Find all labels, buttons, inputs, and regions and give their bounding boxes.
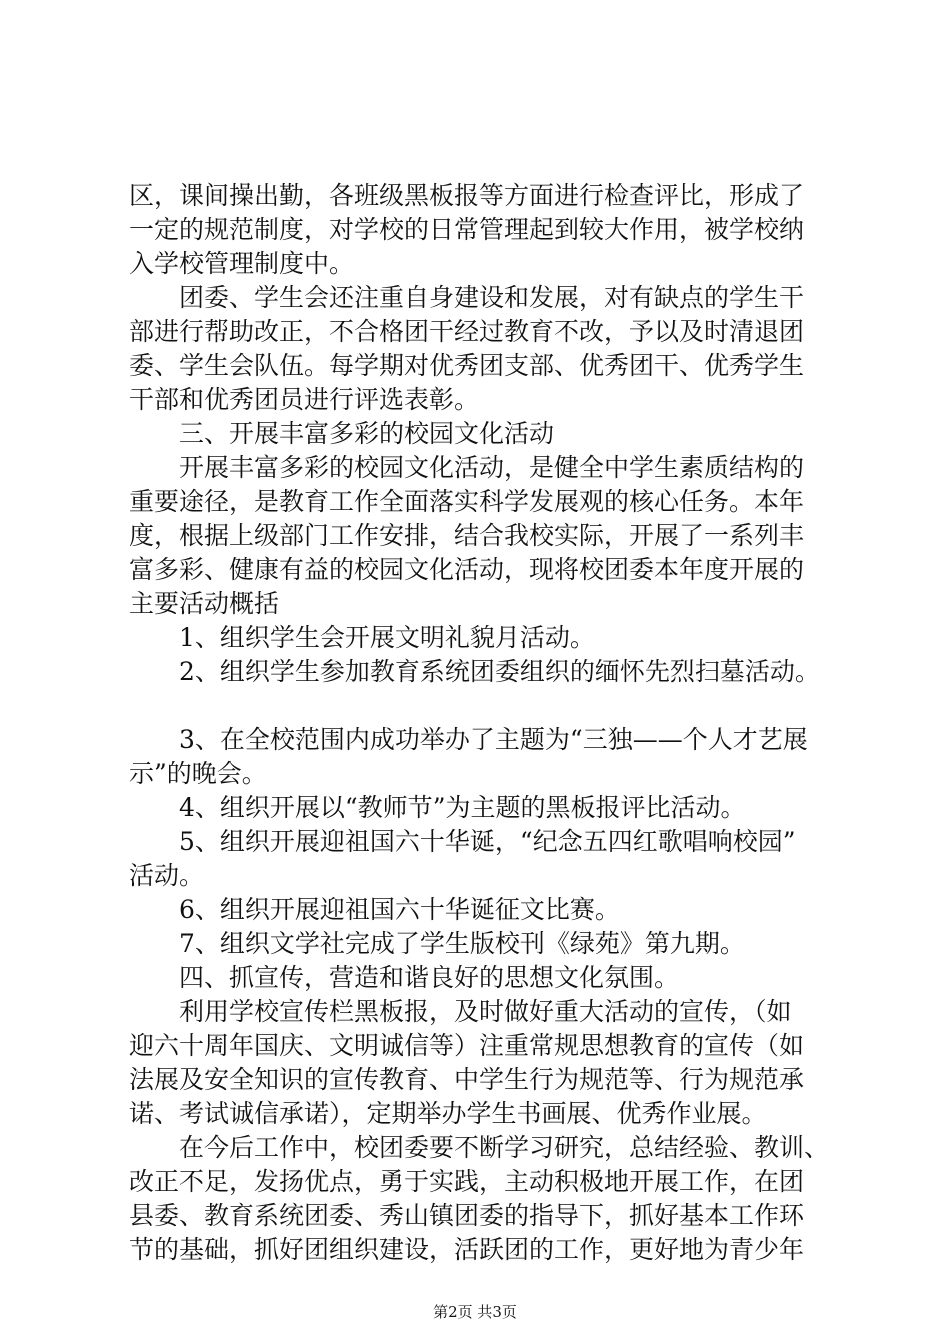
text-line: 区，课间操出勤，各班级黑板报等方面进行检查评比，形成了: [129, 181, 805, 210]
text-line: 部进行帮助改正，不合格团干经过教育不改，予以及时清退团: [129, 317, 805, 346]
list-item: 5、组织开展迎祖国六十华诞，“纪念五四红歌唱响校园”: [129, 827, 796, 856]
text-line: 诺、考试诚信承诺），定期举办学生书画展、优秀作业展。: [129, 1099, 767, 1128]
text-line: 入学校管理制度中。: [129, 249, 355, 278]
text-line: 在今后工作中，校团委要不断学习研究，总结经验、教训、: [129, 1133, 830, 1162]
text-line: 法展及安全知识的宣传教育、中学生行为规范等、行为规范承: [129, 1065, 805, 1094]
text-line: 县委、教育系统团委、秀山镇团委的指导下，抓好基本工作环: [129, 1201, 805, 1230]
text-line: 委、学生会队伍。每学期对优秀团支部、优秀团干、优秀学生: [129, 351, 805, 380]
list-item: 1、组织学生会开展文明礼貌月活动。: [129, 623, 595, 652]
text-line: 干部和优秀团员进行评选表彰。: [129, 385, 480, 414]
list-item: 6、组织开展迎祖国六十华诞征文比赛。: [129, 895, 620, 924]
page-number: 第2页 共3页: [433, 1303, 517, 1321]
text-line: 团委、学生会还注重自身建设和发展，对有缺点的学生干: [129, 283, 805, 312]
text-line: 示”的晚会。: [129, 759, 267, 788]
text-line: 一定的规范制度，对学校的日常管理起到较大作用，被学校纳: [129, 215, 805, 244]
text-line: 开展丰富多彩的校园文化活动，是健全中学生素质结构的: [129, 453, 805, 482]
text-line: 改正不足，发扬优点，勇于实践，主动积极地开展工作，在团: [129, 1167, 805, 1196]
text-line: 度，根据上级部门工作安排，结合我校实际，开展了一系列丰: [129, 521, 805, 550]
section-heading: 三、开展丰富多彩的校园文化活动: [129, 419, 555, 448]
text-line: 主要活动概括: [129, 589, 280, 618]
text-line: 富多彩、健康有益的校园文化活动，现将校团委本年度开展的: [129, 555, 805, 584]
text-line: 迎六十周年国庆、文明诚信等）注重常规思想教育的宣传（如: [129, 1031, 805, 1060]
list-item: 3、在全校范围内成功举办了主题为“三独——个人才艺展: [129, 725, 808, 754]
text-line: 活动。: [129, 861, 205, 890]
list-item: 7、组织文学社完成了学生版校刊《绿苑》第九期。: [129, 929, 745, 958]
text-line: 重要途径，是教育工作全面落实科学发展观的核心任务。本年: [129, 487, 805, 516]
text-line: 节的基础，抓好团组织建设，活跃团的工作，更好地为青少年: [129, 1235, 805, 1264]
list-item: 4、组织开展以“教师节”为主题的黑板报评比活动。: [129, 793, 746, 822]
list-item: 2、组织学生参加教育系统团委组织的缅怀先烈扫墓活动。: [129, 657, 820, 686]
text-line: 利用学校宣传栏黑板报，及时做好重大活动的宣传，（如: [129, 997, 792, 1026]
section-heading: 四、抓宣传，营造和谐良好的思想文化氛围。: [129, 963, 680, 992]
